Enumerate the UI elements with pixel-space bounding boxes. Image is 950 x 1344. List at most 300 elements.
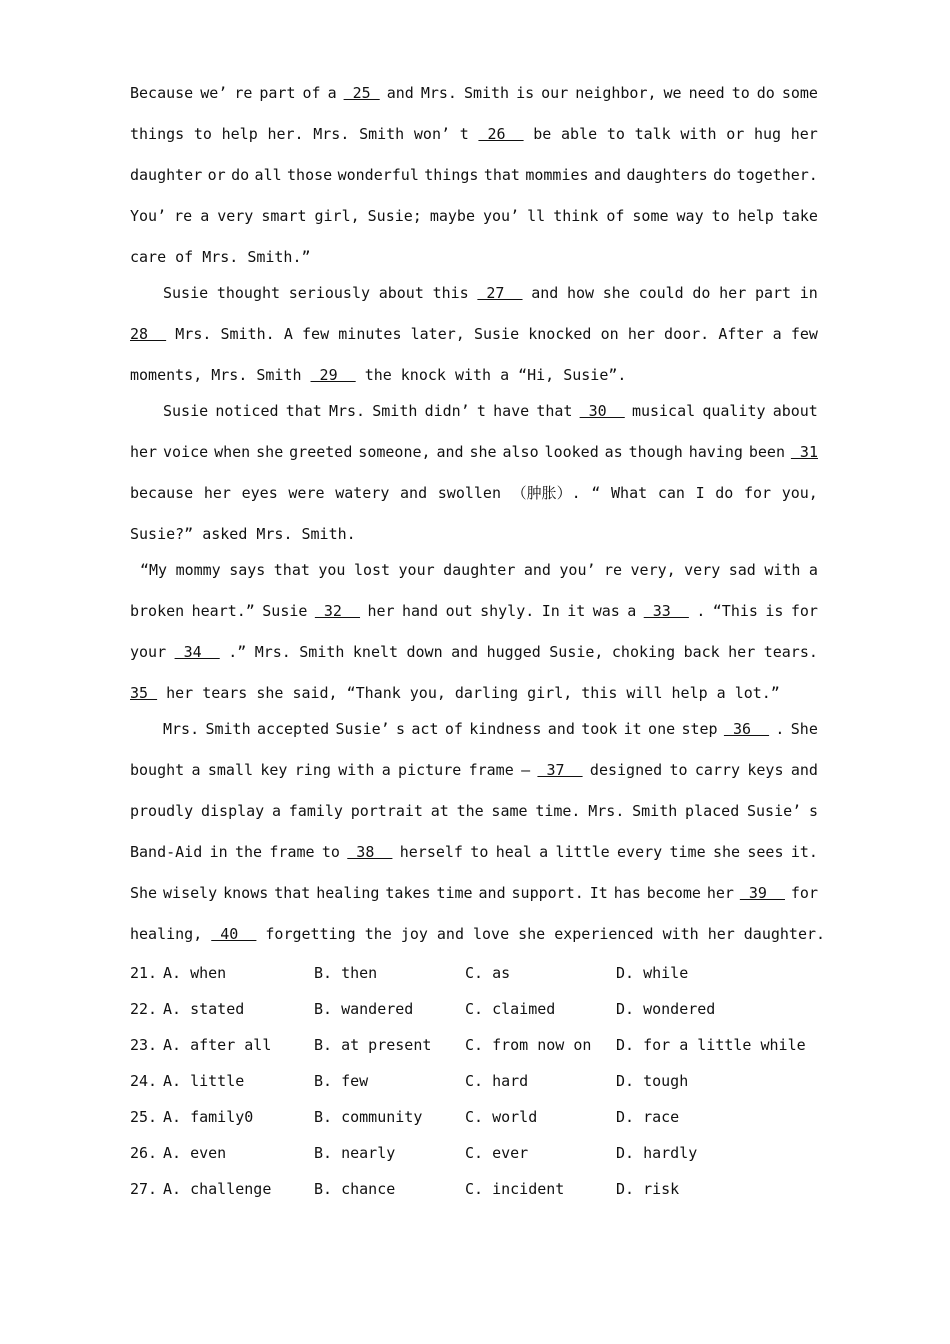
word: and <box>478 884 506 902</box>
word: mommy <box>175 561 221 579</box>
question-number: 23. <box>130 1036 158 1054</box>
word: was <box>592 602 620 620</box>
word: a <box>271 802 281 820</box>
word: with <box>338 761 375 779</box>
word: forgetting <box>265 925 356 943</box>
word: accepted <box>256 720 330 738</box>
word: little <box>555 843 610 861</box>
word: watery <box>335 484 390 502</box>
word: and <box>790 761 818 779</box>
word: every <box>617 843 663 861</box>
option-a: A. after all <box>163 1036 272 1054</box>
word: — <box>521 761 531 779</box>
word: very <box>684 561 721 579</box>
word: do <box>692 284 711 302</box>
word: that <box>536 402 573 420</box>
word: tears <box>202 684 248 702</box>
word: Mrs. <box>163 720 200 738</box>
word: a <box>539 843 549 861</box>
word: some <box>632 207 669 225</box>
word: will <box>626 684 663 702</box>
word: noticed <box>215 402 279 420</box>
answer-blank: 36 <box>723 720 770 738</box>
answer-blank: 25 <box>343 84 380 102</box>
option-a: A. family0 <box>163 1108 254 1126</box>
word: carry <box>694 761 741 779</box>
passage-line <box>130 437 818 478</box>
word: lot.” <box>734 684 780 702</box>
word: things <box>424 166 479 184</box>
word: also <box>502 443 539 461</box>
word: on <box>600 325 619 343</box>
word: help <box>221 125 258 143</box>
word: door. <box>664 325 710 343</box>
word: in <box>209 843 228 861</box>
option-b: B. chance <box>314 1180 396 1198</box>
word: Because <box>130 84 194 102</box>
passage-line <box>130 201 818 242</box>
word: swollen <box>437 484 501 502</box>
word: Susie <box>163 284 209 302</box>
word: is <box>516 84 535 102</box>
passage-line <box>130 396 818 437</box>
word: for <box>790 602 818 620</box>
word: very, <box>630 561 676 579</box>
word: the <box>234 843 263 861</box>
word: time <box>436 884 473 902</box>
word: key <box>260 761 288 779</box>
word: to <box>731 84 750 102</box>
word: Smith <box>463 84 510 102</box>
option-a: A. even <box>163 1144 227 1162</box>
word: Susie; <box>367 207 422 225</box>
word: re <box>604 561 623 579</box>
word: her <box>130 443 158 461</box>
answer-options <box>130 958 818 1210</box>
word: because <box>130 484 194 502</box>
word: quality <box>702 402 766 420</box>
word: things <box>130 125 185 143</box>
option-c: C. hard <box>465 1072 529 1090</box>
word: shyly. <box>480 602 535 620</box>
word: took <box>581 720 618 738</box>
option-d: D. tough <box>616 1072 689 1090</box>
word: able <box>561 125 598 143</box>
answer-blank: 28 <box>130 325 167 343</box>
word: those <box>287 166 333 184</box>
word: said, <box>292 684 338 702</box>
word: Susie <box>262 602 308 620</box>
word: when <box>214 443 251 461</box>
word: asked <box>202 525 248 543</box>
word: do <box>231 166 250 184</box>
word: of <box>444 720 463 738</box>
word: a <box>627 602 637 620</box>
word: “ <box>591 484 601 502</box>
answer-blank: 34 <box>174 643 220 661</box>
word: proudly <box>130 802 194 820</box>
passage-line <box>130 796 818 837</box>
word: it <box>623 720 642 738</box>
word: designed <box>589 761 663 779</box>
option-a: A. stated <box>163 1000 245 1018</box>
answer-blank: 35 <box>130 684 158 702</box>
word: .” <box>228 643 247 661</box>
word: someone, <box>358 443 431 461</box>
word: t <box>459 125 469 143</box>
word: broken <box>130 602 185 620</box>
word: later, <box>410 325 465 343</box>
word: and <box>523 561 551 579</box>
word: her <box>790 125 818 143</box>
word: family <box>288 802 343 820</box>
word: she <box>256 443 284 461</box>
word: help <box>737 207 774 225</box>
word: seriously <box>288 284 371 302</box>
word: Mrs. <box>202 248 239 266</box>
question-number: 26. <box>130 1144 158 1162</box>
word: healing <box>316 884 380 902</box>
option-d: D. while <box>616 964 689 982</box>
word: it. <box>790 843 818 861</box>
word: knelt <box>352 643 399 661</box>
word: she <box>602 284 630 302</box>
word: re <box>174 207 193 225</box>
word: minutes <box>338 325 402 343</box>
word: portrait <box>350 802 423 820</box>
answer-blank: 32 <box>314 602 361 620</box>
word: bought <box>130 761 185 779</box>
passage-line <box>130 637 818 678</box>
word: with <box>454 366 492 384</box>
word: Smith <box>205 720 251 738</box>
word: do <box>713 166 732 184</box>
word: Mrs. <box>175 325 212 343</box>
passage-line <box>130 160 818 201</box>
word: of <box>302 84 321 102</box>
word: hugged <box>486 643 541 661</box>
word: act <box>411 720 439 738</box>
passage-line <box>130 596 818 637</box>
word: could <box>638 284 684 302</box>
word: her <box>728 643 756 661</box>
option-row <box>130 1174 818 1210</box>
word: with <box>662 925 699 943</box>
word: she <box>518 925 546 943</box>
passage-line <box>130 837 818 878</box>
word: down <box>406 643 443 661</box>
word: mommies <box>525 166 589 184</box>
word: and <box>593 166 622 184</box>
word: re <box>234 84 253 102</box>
word: Smith. <box>301 525 356 543</box>
word: display <box>200 802 265 820</box>
passage-line <box>130 278 818 319</box>
word: for <box>743 484 772 502</box>
word: time <box>669 843 706 861</box>
option-b: B. community <box>314 1108 423 1126</box>
word: looked <box>544 443 599 461</box>
answer-blank: 40 <box>211 925 257 943</box>
word: a <box>200 207 210 225</box>
word: part <box>259 84 296 102</box>
word: you’ <box>483 207 520 225</box>
option-row <box>130 1066 818 1102</box>
word: maybe <box>429 207 475 225</box>
option-c: C. world <box>465 1108 538 1126</box>
word: with <box>680 125 717 143</box>
word: back <box>683 643 720 661</box>
answer-blank: 33 <box>643 602 689 620</box>
word: help <box>671 684 708 702</box>
word: few <box>302 325 330 343</box>
passage-line <box>130 478 818 519</box>
passage-line <box>130 78 818 119</box>
word: think <box>553 207 599 225</box>
word: You’ <box>130 207 167 225</box>
word: s <box>808 802 818 820</box>
word: Smith. <box>220 325 275 343</box>
word: girl, <box>314 207 360 225</box>
word: Susie <box>473 325 520 343</box>
word: frame <box>468 761 514 779</box>
word: to <box>193 125 212 143</box>
word: her <box>707 925 735 943</box>
option-b: B. few <box>314 1072 369 1090</box>
word: part <box>754 284 792 302</box>
word: knock <box>400 366 446 384</box>
word: care <box>130 248 167 266</box>
word: how <box>567 284 595 302</box>
question-number: 22. <box>130 1000 158 1018</box>
option-row <box>130 1030 818 1066</box>
word: small <box>207 761 254 779</box>
word: Mrs. <box>313 125 350 143</box>
option-d: D. hardly <box>616 1144 698 1162</box>
word: says <box>229 561 266 579</box>
word: eyes <box>241 484 278 502</box>
passage-line <box>130 878 818 919</box>
word: the <box>364 925 392 943</box>
word: to <box>606 125 625 143</box>
word: her <box>706 884 734 902</box>
word: Susie”. <box>563 366 627 384</box>
word: do <box>756 84 775 102</box>
word: won’ <box>413 125 451 143</box>
word: that <box>273 561 310 579</box>
word: Smith.” <box>247 248 311 266</box>
word: all <box>254 166 282 184</box>
word: choking <box>611 643 676 661</box>
word: heal <box>495 843 532 861</box>
word: Mrs. <box>328 402 366 420</box>
word: moments, <box>130 366 203 384</box>
word: her <box>719 284 747 302</box>
word: way <box>676 207 704 225</box>
word: need <box>688 84 725 102</box>
option-b: B. at present <box>314 1036 432 1054</box>
word: Smith <box>632 802 678 820</box>
word: . <box>696 602 706 620</box>
word: and <box>436 925 464 943</box>
word: you’ <box>559 561 596 579</box>
word: about <box>378 284 424 302</box>
word: your <box>398 561 435 579</box>
word: and <box>451 643 479 661</box>
word: daughter <box>443 561 516 579</box>
word: daughters <box>626 166 708 184</box>
word: step <box>681 720 718 738</box>
word: s <box>396 720 406 738</box>
answer-blank: 26 <box>478 125 524 143</box>
passage-line <box>130 555 818 596</box>
word: she <box>469 443 497 461</box>
word: “Thank <box>346 684 401 702</box>
word: ring <box>294 761 331 779</box>
word: to <box>470 843 489 861</box>
word: be <box>533 125 552 143</box>
word: to <box>711 207 730 225</box>
word: sad <box>728 561 756 579</box>
word: Smith <box>256 366 302 384</box>
word: heart.” <box>191 602 255 620</box>
word: the <box>364 366 392 384</box>
word: Susie?” <box>130 525 194 543</box>
passage-line <box>130 519 818 555</box>
passage-line <box>130 242 818 278</box>
word: she <box>712 843 741 861</box>
word: a <box>327 84 337 102</box>
word: a <box>381 761 391 779</box>
word: and <box>436 443 464 461</box>
word: you <box>318 561 346 579</box>
word: you, <box>781 484 818 502</box>
word: for <box>790 884 818 902</box>
word: take <box>781 207 818 225</box>
word: the <box>456 802 484 820</box>
word: darling <box>454 684 519 702</box>
word: have <box>493 402 530 420</box>
word: She <box>790 720 818 738</box>
word: kindness <box>469 720 542 738</box>
word: and <box>400 484 428 502</box>
word: What <box>611 484 648 502</box>
answer-blank: 39 <box>739 884 785 902</box>
option-c: C. from now on <box>465 1036 592 1054</box>
option-d: D. risk <box>616 1180 680 1198</box>
word: “My <box>140 561 168 579</box>
word: as <box>604 443 623 461</box>
word: “This <box>712 602 758 620</box>
word: frame <box>269 843 315 861</box>
word: is <box>765 602 784 620</box>
word: time. <box>535 802 581 820</box>
word: this <box>581 684 618 702</box>
word: greeted <box>289 443 353 461</box>
word: few <box>790 325 818 343</box>
passage-line <box>130 714 818 755</box>
word: Susie, <box>549 643 604 661</box>
word: After <box>718 325 764 343</box>
word: She <box>130 884 158 902</box>
option-c: C. incident <box>465 1180 565 1198</box>
word: her. <box>267 125 304 143</box>
word: and <box>547 720 575 738</box>
word: （肿胀）. <box>511 484 581 502</box>
option-a: A. when <box>163 964 227 982</box>
option-row <box>130 1138 818 1174</box>
word: it <box>567 602 586 620</box>
word: placed <box>685 802 740 820</box>
word: our <box>541 84 569 102</box>
option-d: D. wondered <box>616 1000 716 1018</box>
word: been <box>748 443 785 461</box>
word: and <box>531 284 559 302</box>
word: do <box>715 484 734 502</box>
word: we’ <box>200 84 228 102</box>
passage-line <box>130 119 818 160</box>
word: and <box>386 84 414 102</box>
word: tears. <box>763 643 818 661</box>
word: hug <box>753 125 782 143</box>
word: . <box>775 720 785 738</box>
word: in <box>799 284 818 302</box>
word: In <box>541 602 560 620</box>
word: Mrs. <box>211 366 248 384</box>
word: Mrs. <box>256 525 293 543</box>
word: knocked <box>528 325 592 343</box>
option-c: C. as <box>465 964 511 982</box>
word: we <box>663 84 682 102</box>
word: love <box>473 925 510 943</box>
question-number: 21. <box>130 964 158 982</box>
question-number: 24. <box>130 1072 158 1090</box>
word: I <box>695 484 705 502</box>
word: a <box>772 325 782 343</box>
word: neighbor, <box>575 84 657 102</box>
word: of <box>175 248 194 266</box>
option-b: B. nearly <box>314 1144 396 1162</box>
word: having <box>688 443 743 461</box>
word: or <box>207 166 226 184</box>
word: Susie’ <box>747 802 802 820</box>
word: sees <box>747 843 784 861</box>
passage-line <box>130 319 818 360</box>
word: experienced <box>554 925 654 943</box>
option-b: B. then <box>314 964 378 982</box>
passage <box>130 78 826 960</box>
word: joy <box>400 925 428 943</box>
option-a: A. little <box>163 1072 245 1090</box>
word: out <box>445 602 473 620</box>
word: ll <box>527 207 546 225</box>
word: that <box>274 884 311 902</box>
word: Susie’ <box>335 720 390 738</box>
word: healing, <box>130 925 203 943</box>
word: of <box>606 207 625 225</box>
word: picture <box>398 761 462 779</box>
word: some <box>781 84 818 102</box>
option-row <box>130 958 818 994</box>
word: knows <box>223 884 269 902</box>
option-b: B. wandered <box>314 1000 414 1018</box>
option-a: A. challenge <box>163 1180 272 1198</box>
word: “Hi, <box>518 366 555 384</box>
word: takes <box>385 884 431 902</box>
word: Smith <box>359 125 405 143</box>
word: talk <box>634 125 671 143</box>
option-row <box>130 1102 818 1138</box>
